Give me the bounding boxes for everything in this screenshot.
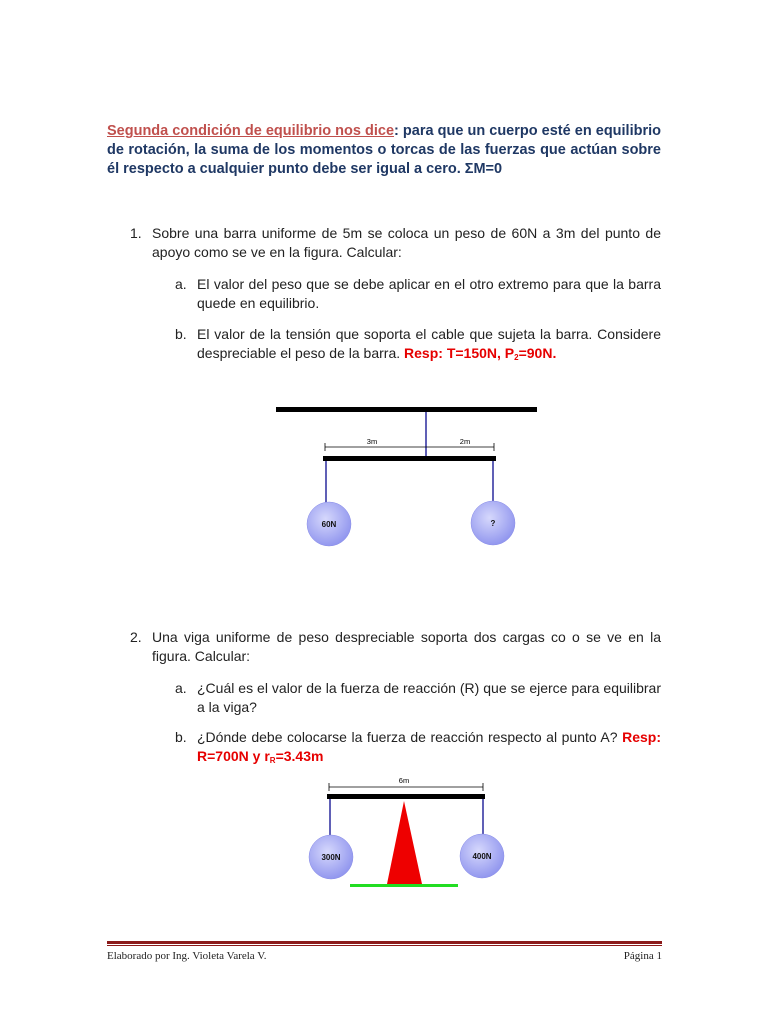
footer-page-number: Página 1 <box>623 950 662 962</box>
problem-2b-answer-suffix: =3.43m <box>275 748 324 764</box>
footer-rule <box>107 941 662 944</box>
weight-label-left: 60N <box>321 520 337 529</box>
problem-1b-text <box>197 325 661 367</box>
weight-label-right: 400N <box>472 852 492 861</box>
problem-2b-text <box>197 728 661 770</box>
problem-2-text: Una viga uniforme de peso despreciable soporta dos cargas co o se ve en la figura. Calcular: <box>152 629 661 664</box>
problem-1b-answer <box>404 345 556 361</box>
support-triangle <box>387 801 422 884</box>
dim-label-left: 3m <box>366 437 378 446</box>
figure-1 <box>270 398 545 558</box>
problem-1b-answer-sub: 2 <box>514 353 519 362</box>
problem-1-number: 1. <box>130 225 142 241</box>
footer-rule-thin <box>107 945 662 946</box>
weight-label-right: ? <box>490 519 496 528</box>
problem-2a-text: ¿Cuál es el valor de la fuerza de reacción (R) que se ejerce para equilibrar a la viga? <box>197 680 661 715</box>
dim-label: 6m <box>398 776 410 785</box>
intro-text: para que un cuerpo esté en equilibrio de rotación, la suma de los momentos o torcas de las fuerzas que actúan sobre él respecto a cualquier punto debe ser igual a cero. ΣM=0 <box>107 123 661 177</box>
problem-2b-answer-sub: R <box>269 756 276 765</box>
ceiling-bar <box>276 407 537 412</box>
problem-2b-letter: b. <box>175 729 187 745</box>
uniform-bar <box>323 456 496 461</box>
intro-paragraph <box>107 122 661 179</box>
problem-1-text: Sobre una barra uniforme de 5m se coloca un peso de 60N a 3m del punto de apoyo como se ve en la figura. Calcular: <box>152 225 661 260</box>
problem-2b-body: ¿Dónde debe colocarse la fuerza de reacción respecto al punto A? <box>197 729 618 745</box>
problem-1b-answer-prefix: Resp: T=150N, P <box>404 345 515 361</box>
problem-2a-letter: a. <box>175 680 187 696</box>
problem-1a-letter: a. <box>175 276 187 292</box>
weight-label-left: 300N <box>321 853 341 862</box>
problem-1b-answer-suffix: =90N. <box>518 345 557 361</box>
problem-1b-letter: b. <box>175 326 187 342</box>
problem-1b-body: El valor de la tensión que soporta el cable que sujeta la barra. Considere despreciable el peso de la barra. <box>197 326 661 361</box>
problem-2-number: 2. <box>130 629 142 645</box>
intro-colon: : <box>394 123 399 139</box>
ground-line <box>350 884 458 887</box>
beam <box>327 794 485 799</box>
intro-lead: Segunda condición de equilibrio nos dice <box>107 123 395 139</box>
footer-author: Elaborado por Ing. Violeta Varela V. <box>107 950 267 962</box>
problem-2b-answer-prefix: Resp: R=700N y r <box>197 729 661 764</box>
problem-1a-text: El valor del peso que se debe aplicar en el otro extremo para que la barra quede en equilibrio. <box>197 276 661 311</box>
figure-2 <box>300 772 505 892</box>
dim-label-right: 2m <box>459 437 471 446</box>
